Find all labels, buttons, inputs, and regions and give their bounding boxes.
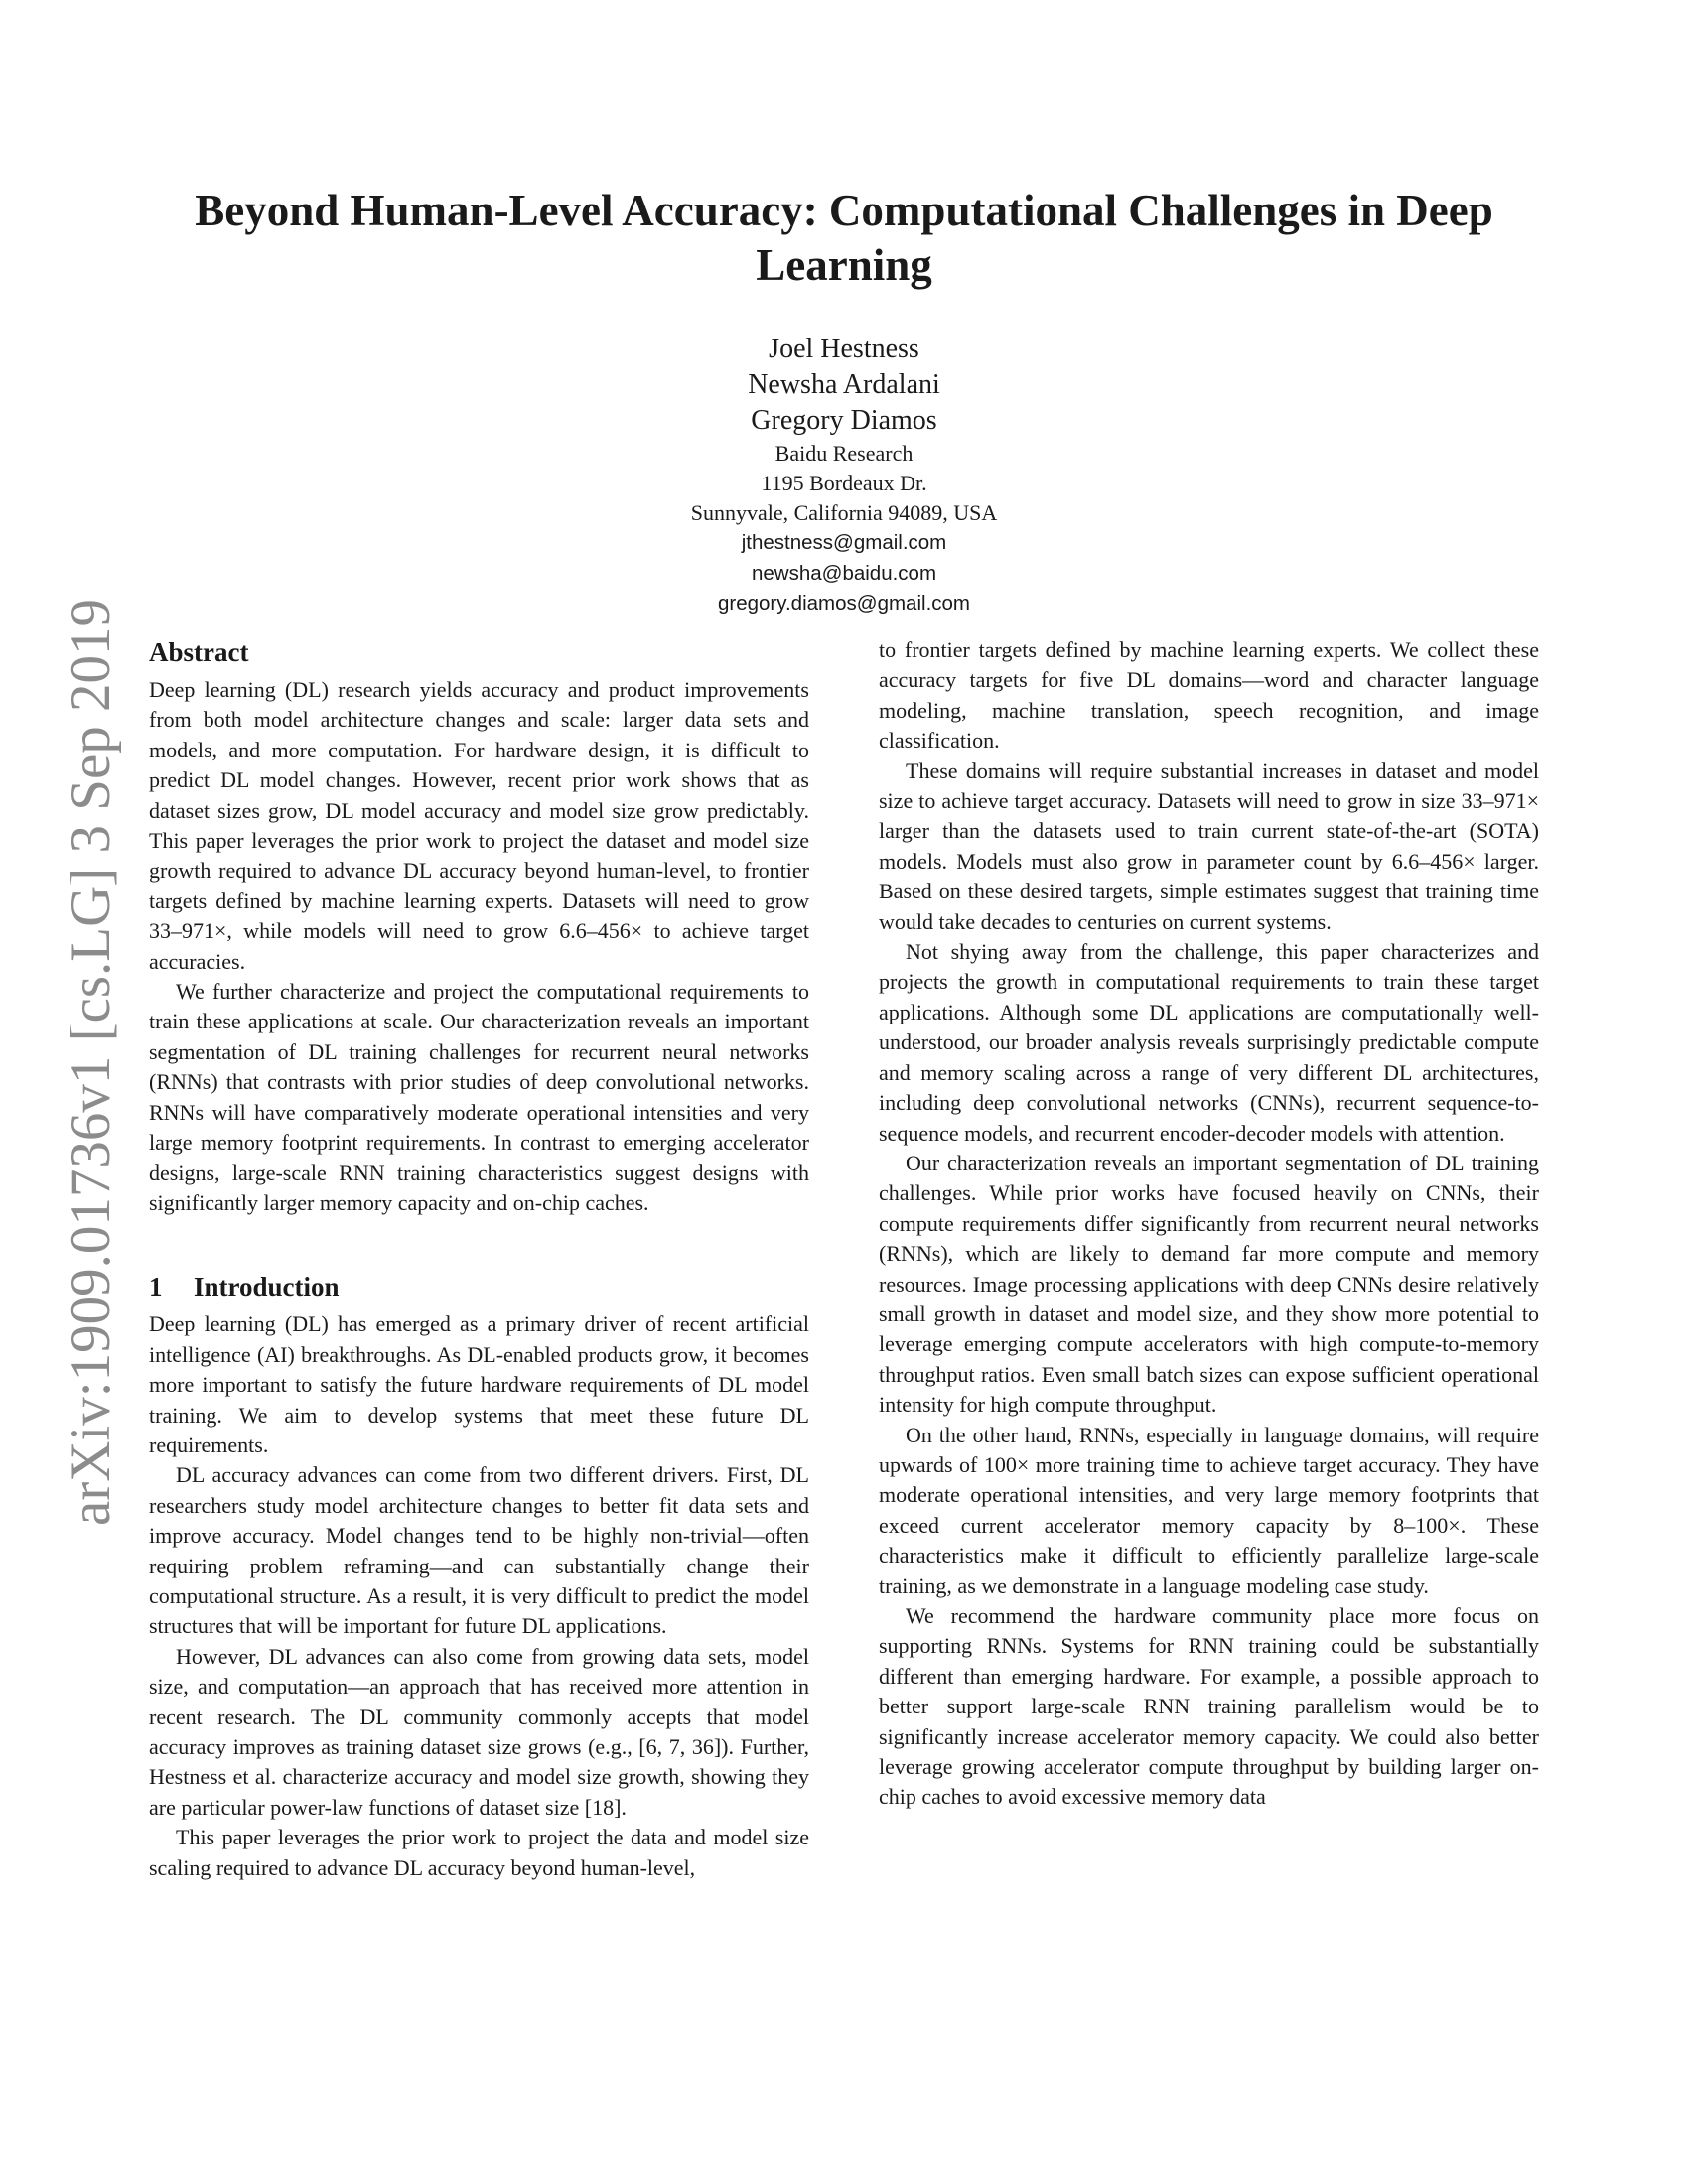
author-email: gregory.diamos@gmail.com — [718, 592, 970, 614]
author-name: Gregory Diamos — [751, 405, 937, 436]
section-title: Introduction — [194, 1272, 340, 1302]
body-paragraph: These domains will require substantial increases in dataset and model size to achieve target accuracy. Datasets will need to grow in size 33–971× larger than the datasets used to train current state-of-the-art (SOTA) models. Models must also grow in parameter count by 6.6–456× larger. Based on these desired targets, simple estimates suggest that training time would take decades to centuries on current systems. — [879, 757, 1539, 934]
author-email: newsha@baidu.com — [751, 561, 937, 585]
abstract-heading: Abstract — [149, 637, 249, 667]
body-paragraph: Deep learning (DL) has emerged as a primary driver of recent artificial intelligence (AI) breakthroughs. As DL-enabled products grow, it becomes more important to satisfy the future hardware requirements of DL model training. We aim to develop systems that meet these future DL requirements. — [149, 1311, 809, 1457]
affiliation-line: Sunnyvale, California 94089, USA — [690, 500, 998, 525]
body-paragraph: Our characterization reveals an important segmentation of DL training challenges. While prior works have focused heavily on CNNs, their compute requirements differ significantly from recurrent neural networks (RNNs), which are likely to demand far more compute and memory resources. Image processing applications with deep CNNs desire relatively small growth in dataset and model size, and they show more potential to leverage emerging compute accelerators with high compute-to-memory throughput ratios. Even small batch sizes can expose sufficient operational intensity for high compute throughput. — [879, 1150, 1539, 1418]
author-block — [348, 332, 1340, 619]
arxiv-identifier-stamp: arXiv:1909.01736v1 [cs.LG] 3 Sep 2019 — [60, 598, 122, 1527]
body-paragraph: Not shying away from the challenge, this paper characterizes and projects the growth in computational requirements to train these target applications. Although some DL applications are computationally well-understood, our broader analysis reveals surprisingly predictable compute and memory scaling across a range of very different DL architectures, including deep convolutional networks (CNNs), recurrent sequence-to-sequence models, and recurrent encoder-decoder models with attention. — [879, 939, 1539, 1146]
paper-title: Beyond Human-Level Accuracy: Computational Challenges in Deep Learning — [195, 186, 1493, 290]
body-paragraph: to frontier targets defined by machine learning experts. We collect these accuracy targets for five DL domains—word and character language modeling, machine translation, speech recognition, and image classification. — [879, 637, 1539, 753]
abstract-paragraph: Deep learning (DL) research yields accuracy and product improvements from both model architecture changes and scale: larger data sets and models, and more computation. For hardware design, it is difficult to predict DL model changes. However, recent prior work shows that as dataset sizes grow, DL model accuracy and model size grow predictably. This paper leverages the prior work to project the dataset and model size growth required to advance DL accuracy beyond human-level, to frontier targets defined by machine learning experts. Datasets will need to grow 33–971×, while models will need to grow 6.6–456× to achieve target accuracies. — [149, 677, 809, 974]
body-paragraph: However, DL advances can also come from growing data sets, model size, and computation—an approach that has received more attention in recent research. The DL community commonly accepts that model accuracy improves as training dataset size grows (e.g., [6, 7, 36]). Further, Hestness et al. characterize accuracy and model size growth, showing they are particular power-law functions of dataset size [18]. — [149, 1643, 809, 1820]
body-paragraph: We recommend the hardware community place more focus on supporting RNNs. Systems for RNN training could be substantially different than emerging hardware. For example, a possible approach to better support large-scale RNN training parallelism would be to significantly increase accelerator memory capacity. We could also better leverage growing accelerator compute throughput by building larger on-chip caches to avoid excessive memory data — [879, 1603, 1539, 1810]
affiliation-line: Baidu Research — [774, 441, 914, 466]
author-name: Newsha Ardalani — [748, 369, 940, 400]
author-name: Joel Hestness — [769, 334, 919, 364]
abstract-paragraph: We further characterize and project the computational requirements to train these applications at scale. Our characterization reveals an important segmentation of DL training challenges for recurrent neural networks (RNNs) that contrasts with prior studies of deep convolutional networks. RNNs will have comparatively moderate operational intensities and very large memory footprint requirements. In contrast to emerging accelerator designs, large-scale RNN training characteristics suggest designs with significantly larger memory capacity and on-chip caches. — [149, 979, 809, 1215]
body-paragraph: On the other hand, RNNs, especially in language domains, will require upwards of 100× more training time to achieve target accuracy. They have moderate operational intensities, and very large memory footprints that exceed current accelerator memory capacity by 8–100×. These characteristics make it difficult to efficiently parallelize large-scale training, as we demonstrate in a language modeling case study. — [879, 1422, 1539, 1598]
body-paragraph: DL accuracy advances can come from two different drivers. First, DL researchers study model architecture changes to better fit data sets and improve accuracy. Model changes tend to be highly non-trivial—often requiring problem reframing—and can substantially change their computational structure. As a result, it is very difficult to predict the model structures that will be important for future DL applications. — [149, 1462, 809, 1639]
section-number: 1 — [149, 1272, 163, 1302]
author-email: jthestness@gmail.com — [741, 531, 947, 554]
right-column — [879, 635, 1539, 1813]
introduction-heading — [149, 1270, 809, 1303]
body-paragraph: This paper leverages the prior work to project the data and model size scaling required to advance DL accuracy beyond human-level, — [149, 1825, 809, 1880]
affiliation-line: 1195 Bordeaux Dr. — [761, 471, 927, 495]
left-column — [149, 635, 809, 1883]
